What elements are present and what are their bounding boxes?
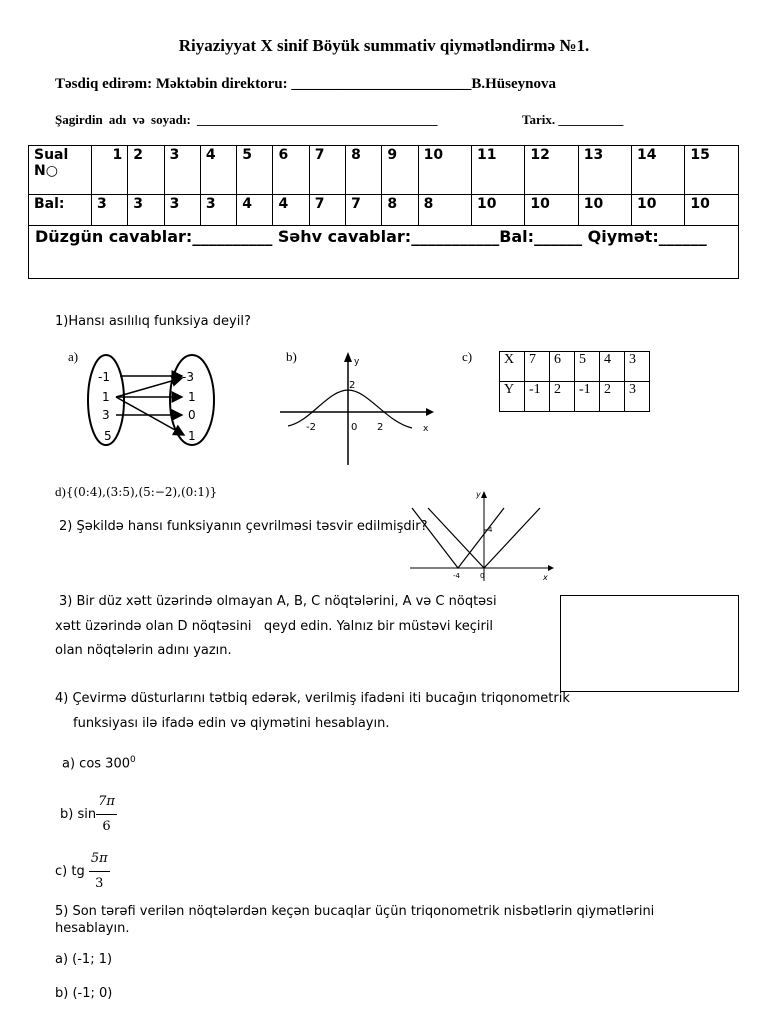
x-tick-label: 0: [480, 572, 485, 580]
question-number-cell: 12: [525, 146, 578, 195]
y-axis-arrow: [344, 352, 352, 362]
x-axis-arrow: [426, 408, 434, 416]
y-value: -1: [575, 382, 600, 412]
y-axis-label: y: [354, 357, 360, 367]
points-label: Bal:: [29, 195, 92, 226]
points-cell: 4: [237, 195, 273, 226]
points-cell: 8: [382, 195, 418, 226]
student-name-line: Şagirdin adı və soyadı: _____________________________________: [55, 112, 438, 127]
ordered-pairs-set: {(0:4),(3:5),(5:−2),(0:1)}: [65, 485, 218, 499]
points-cell: 3: [92, 195, 128, 226]
question-4-line-2: funksiyası ilə ifadə edin və qiymətini hesablayın.: [73, 716, 390, 731]
points-row: [29, 195, 739, 226]
results-summary: Düzgün cavablar:__________ Səhv cavablar:___________Bal:______ Qiymət:______: [29, 226, 739, 279]
answer-box[interactable]: [560, 595, 739, 692]
points-cell: 10: [685, 195, 739, 226]
question-2-text: 2) Şəkildə hansı funksiyanın çevrilməsi təsvir edilmişdir?: [59, 519, 428, 534]
x-tick-label: -4: [453, 572, 460, 580]
question-number-cell: 2: [128, 146, 164, 195]
question-number-cell: 9: [382, 146, 418, 195]
mapping-arrow: [116, 397, 184, 435]
score-table: [28, 145, 739, 279]
x-value: 5: [575, 352, 600, 382]
points-cell: 8: [418, 195, 471, 226]
question-number-cell: 3: [164, 146, 200, 195]
points-cell: 7: [309, 195, 345, 226]
y-tick-label: 2: [349, 380, 356, 391]
x-value: 7: [525, 352, 550, 382]
domain-value: 1: [102, 390, 110, 404]
q5-part-a: a) (-1; 1): [55, 952, 113, 967]
points-cell: 3: [128, 195, 164, 226]
q1-option-c-label: c): [462, 349, 473, 364]
points-cell: 7: [346, 195, 382, 226]
fraction: [89, 847, 110, 896]
question-number-label: Sual N○: [29, 146, 92, 195]
question-number-cell: 6: [273, 146, 309, 195]
question-number-cell: 13: [578, 146, 631, 195]
fraction-numerator: 5π: [89, 847, 110, 872]
points-cell: 10: [632, 195, 685, 226]
y-value: 2: [550, 382, 575, 412]
xy-value-table: [499, 351, 650, 412]
x-tick-label: -2: [306, 422, 316, 433]
range-value: -3: [182, 370, 194, 384]
q4-part-b-text: b) sin: [60, 807, 97, 822]
mapping-diagram: [84, 348, 224, 458]
range-value: 1: [188, 390, 196, 404]
date-line: Tarix. __________: [522, 112, 624, 127]
y-value: 3: [625, 382, 650, 412]
y-row: [500, 382, 650, 412]
approval-line: Təsdiq edirəm: Məktəbin direktoru: ________________________B.Hüseynova: [55, 76, 556, 92]
x-tick-label: 2: [377, 422, 384, 433]
domain-value: -1: [98, 370, 110, 384]
question-3-line-2: xətt üzərində olan D nöqtəsini qeyd edin. Yalnız bir müstəvi keçiril: [55, 619, 494, 634]
q1-option-d: [55, 484, 217, 500]
points-cell: 3: [200, 195, 236, 226]
fraction-denominator: 6: [102, 819, 111, 834]
domain-value: 5: [104, 429, 112, 443]
question-number-cell: 10: [418, 146, 471, 195]
x-label: X: [500, 352, 525, 382]
y-label: Y: [500, 382, 525, 412]
q4-part-b: [60, 790, 117, 839]
y-tick-label: 4: [488, 526, 493, 534]
domain-value: 3: [102, 408, 110, 422]
question-number-cell: 7: [309, 146, 345, 195]
x-axis-label: x: [543, 573, 548, 582]
question-number-row: [29, 146, 739, 195]
question-4-line-1: 4) Çevirmə düsturlarını tətbiq edərək, verilmiş ifadəni iti bucağın triqonometrik: [55, 691, 570, 706]
question-3-line-3: olan nöqtələrin adını yazın.: [55, 643, 232, 658]
x-axis-label: x: [423, 424, 429, 434]
q4-part-c: [55, 847, 110, 896]
q4-part-a-text: a) cos 300: [62, 756, 130, 772]
fraction-denominator: 3: [95, 876, 104, 891]
range-value: 0: [188, 408, 196, 422]
question-5-text: 5) Son tərəfi verilən nöqtələrdən keçən bucaqlar üçün triqonometrik nisbətlərin qiymətlərini hesablayın.: [55, 904, 655, 936]
points-cell: 3: [164, 195, 200, 226]
question-3-line-1: 3) Bir düz xətt üzərində olmayan A, B, C nöqtələrini, A və C nöqtəsi: [59, 594, 497, 609]
x-value: 3: [625, 352, 650, 382]
question-number-cell: 8: [346, 146, 382, 195]
y-axis-arrow: [481, 491, 487, 498]
points-cell: 10: [472, 195, 525, 226]
range-value: 1: [188, 429, 196, 443]
question-number-cell: 1: [92, 146, 128, 195]
question-number-cell: 15: [685, 146, 739, 195]
x-tick-label: 0: [351, 422, 358, 433]
fraction: [96, 790, 117, 839]
x-axis-arrow: [548, 565, 554, 571]
question-number-cell: 14: [632, 146, 685, 195]
y-value: 2: [600, 382, 625, 412]
bell-curve-graph: [280, 350, 440, 468]
q1-option-a-label: a): [68, 349, 79, 364]
q5-part-b: b) (-1; 0): [55, 986, 113, 1001]
x-value: 4: [600, 352, 625, 382]
points-cell: 10: [525, 195, 578, 226]
y-axis-label: y: [476, 490, 481, 499]
question-1-text: 1)Hansı asılılıq funksiya deyil?: [55, 314, 251, 329]
q4-part-a: [62, 748, 136, 776]
x-value: 6: [550, 352, 575, 382]
x-row: [500, 352, 650, 382]
question-number-cell: 4: [200, 146, 236, 195]
points-cell: 10: [578, 195, 631, 226]
q1-option-d-label: d): [55, 484, 66, 499]
abs-function-graph: [408, 488, 558, 583]
question-number-cell: 5: [237, 146, 273, 195]
question-number-cell: 11: [472, 146, 525, 195]
mapping-arrow: [116, 378, 182, 397]
q1-option-b-label: b): [286, 349, 297, 364]
degree-superscript: 0: [130, 755, 136, 765]
points-cell: 4: [273, 195, 309, 226]
page-title: Riyaziyyat X sinif Böyük summativ qiymətləndirmə №1.: [178, 36, 590, 55]
q4-part-c-text: c) tg: [55, 864, 85, 879]
fraction-numerator: 7π: [96, 790, 117, 815]
y-value: -1: [525, 382, 550, 412]
